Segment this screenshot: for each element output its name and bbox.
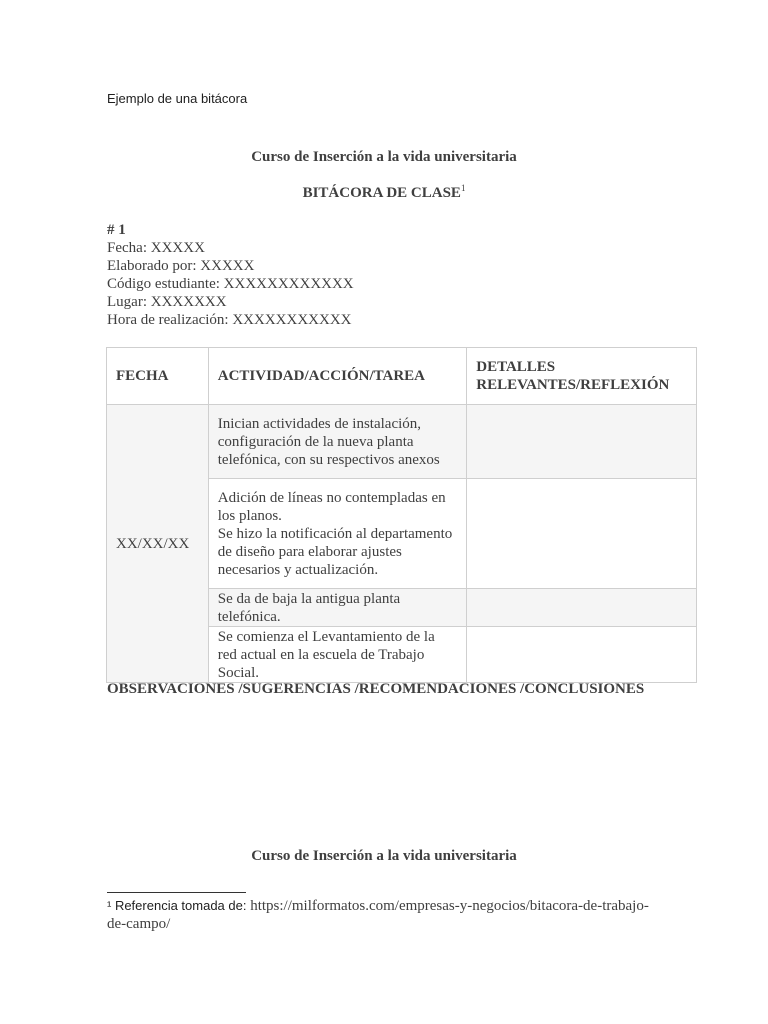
document-header-text: Ejemplo de una bitácora — [107, 91, 248, 106]
activity-cell: Inician actividades de instalación, configuración de la nueva planta telefónica, con su respectivos anexos — [208, 405, 466, 479]
activity-cell: Se da de baja la antigua planta telefónica. — [208, 589, 466, 627]
column-header-detalles: DETALLES RELEVANTES/REFLEXIÓN — [467, 348, 697, 405]
author-field: Elaborado por: XXXXX — [107, 258, 255, 274]
table-row — [107, 405, 697, 479]
observations-heading: OBSERVACIONES /SUGERENCIAS /RECOMENDACIONES /CONCLUSIONES — [107, 681, 645, 697]
entry-number: # 1 — [107, 222, 126, 238]
log-table — [106, 347, 697, 683]
activity-cell: Se comienza el Levantamiento de la red actual en la escuela de Trabajo Social. — [208, 627, 466, 683]
date-cell: XX/XX/XX — [107, 405, 209, 683]
details-cell — [467, 627, 697, 683]
time-field: Hora de realización: XXXXXXXXXXX — [107, 312, 352, 328]
footnote — [107, 897, 667, 933]
course-title: Curso de Inserción a la vida universitaria — [251, 149, 517, 165]
log-title — [0, 185, 768, 202]
log-metadata — [107, 221, 354, 329]
date-field: Fecha: XXXXX — [107, 240, 205, 256]
footnote-reference-mark: 1 — [460, 183, 466, 193]
details-cell — [467, 479, 697, 589]
footnote-url[interactable]: https://milformatos.com/empresas-y-negocios/bitacora-de-trabajo-de-campo/ — [107, 898, 649, 932]
student-code-field: Código estudiante: XXXXXXXXXXXX — [107, 276, 354, 292]
column-header-actividad: ACTIVIDAD/ACCIÓN/TAREA — [208, 348, 466, 405]
column-header-fecha: FECHA — [107, 348, 209, 405]
footnote-separator — [107, 892, 246, 893]
details-cell — [467, 405, 697, 479]
log-title-text: BITÁCORA DE CLASE — [302, 185, 461, 201]
details-cell — [467, 589, 697, 627]
table-header-row — [107, 348, 697, 405]
place-field: Lugar: XXXXXXX — [107, 294, 227, 310]
footer-course-title: Curso de Inserción a la vida universitaria — [251, 848, 517, 864]
activity-cell: Adición de líneas no contempladas en los planos. Se hizo la notificación al departamento de diseño para elaborar ajustes necesarios y actualización. — [208, 479, 466, 589]
footnote-label: ¹ Referencia tomada de: — [107, 898, 247, 913]
